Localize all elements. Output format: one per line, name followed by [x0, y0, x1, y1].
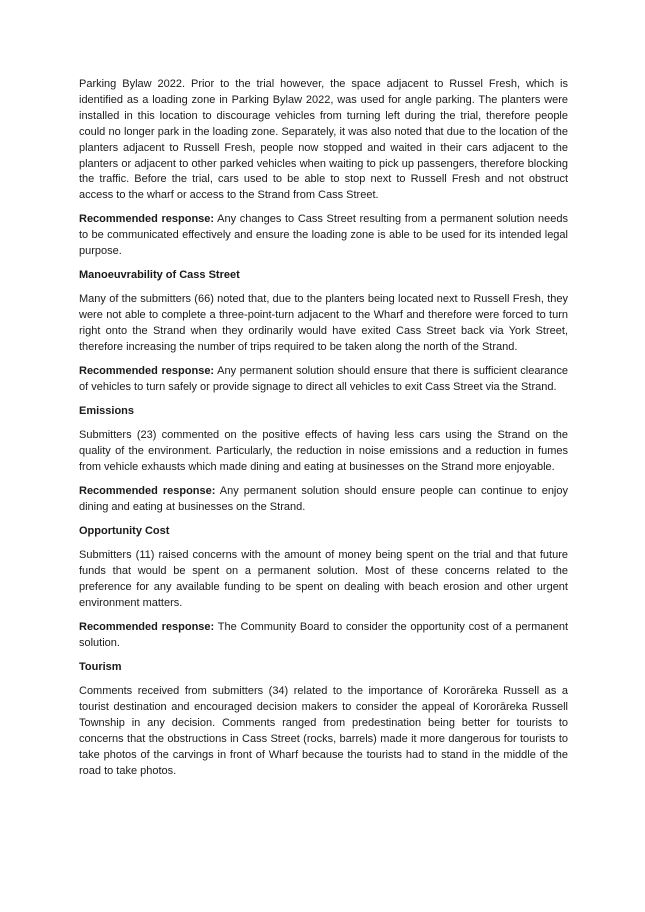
section-heading-emissions: Emissions [79, 405, 135, 418]
body-paragraph-manoeuvrability: Many of the submitters (66) noted that, due to the planters being located next to Russell Fresh, they were not able to complete a three-point-turn adjacent to the Wharf and therefore were forced to turn right onto the Strand when they ordinarily would have exited Cass Street back via York Street, therefore increasing the number of trips required to be taken along the north of the Strand. [79, 293, 568, 354]
body-paragraph-parking: Parking Bylaw 2022. Prior to the trial however, the space adjacent to Russel Fresh, which is identified as a loading zone in Parking Bylaw 2022, was used for angle parking. The planters were installed in this location to discourage vehicles from turning left during the trial, therefore people could no longer park in the loading zone. Separately, it was also noted that due to the location of the planters adjacent to Russell Fresh, people now stopped and waited in their cars adjacent to the planters or adjacent to other parked vehicles when waiting to pick up passengers, therefore blocking the traffic. Before the trial, cars used to be able to stop next to Russell Fresh and not obstruct access to the wharf or access to the Strand from Cass Street. [79, 78, 568, 202]
recommendation-opportunity-cost [79, 620, 568, 652]
recommendation-label: Recommended response: [79, 621, 215, 634]
section-heading-opportunity-cost: Opportunity Cost [79, 525, 170, 538]
recommendation-manoeuvrability [79, 364, 568, 396]
recommendation-text: Any permanent solution should ensure that there is sufficient clearance of vehicles to turn safely or provide signage to direct all vehicles to exit Cass Street via the Strand. [79, 365, 569, 394]
recommendation-text: Any permanent solution should ensure people can continue to enjoy dining and eating at businesses on the Strand. [79, 485, 568, 514]
document-page [79, 77, 568, 788]
recommendation-label: Recommended response: [79, 213, 215, 226]
recommendation-emissions [79, 484, 568, 516]
body-paragraph-opportunity-cost: Submitters (11) raised concerns with the amount of money being spent on the trial and that future funds that would be spent on a permanent solution. Most of these concerns related to the preference for any available funding to be spent on dealing with beach erosion and other urgent environment matters. [79, 549, 568, 610]
recommendation-text: The Community Board to consider the opportunity cost of a permanent solution. [79, 621, 568, 650]
section-heading-manoeuvrability: Manoeuvrability of Cass Street [79, 269, 240, 282]
recommendation-label: Recommended response: [79, 365, 215, 378]
recommendation-label: Recommended response: [79, 485, 216, 498]
section-heading-tourism: Tourism [79, 661, 122, 674]
recommendation-text: Any changes to Cass Street resulting from a permanent solution needs to be communicated effectively and ensure the loading zone is able to be used for its intended legal purpose. [79, 213, 569, 258]
body-paragraph-tourism: Comments received from submitters (34) related to the importance of Kororāreka Russell as a tourist destination and encouraged decision makers to consider the appeal of Kororāreka Russell Township in any decision. Comments ranged from predestination being better for tourists to concerns that the obstructions in Cass Street (rocks, barrels) made it more dangerous for tourists to take photos of the carvings in front of Wharf because the tourists had to stand in the middle of the road to take photos. [79, 685, 568, 777]
recommendation-loading-zone [79, 212, 568, 260]
body-paragraph-emissions: Submitters (23) commented on the positive effects of having less cars using the Strand on the quality of the environment. Particularly, the reduction in noise emissions and a reduction in fumes from vehicle exhausts which made dining and eating at businesses on the Strand more enjoyable. [79, 429, 568, 474]
